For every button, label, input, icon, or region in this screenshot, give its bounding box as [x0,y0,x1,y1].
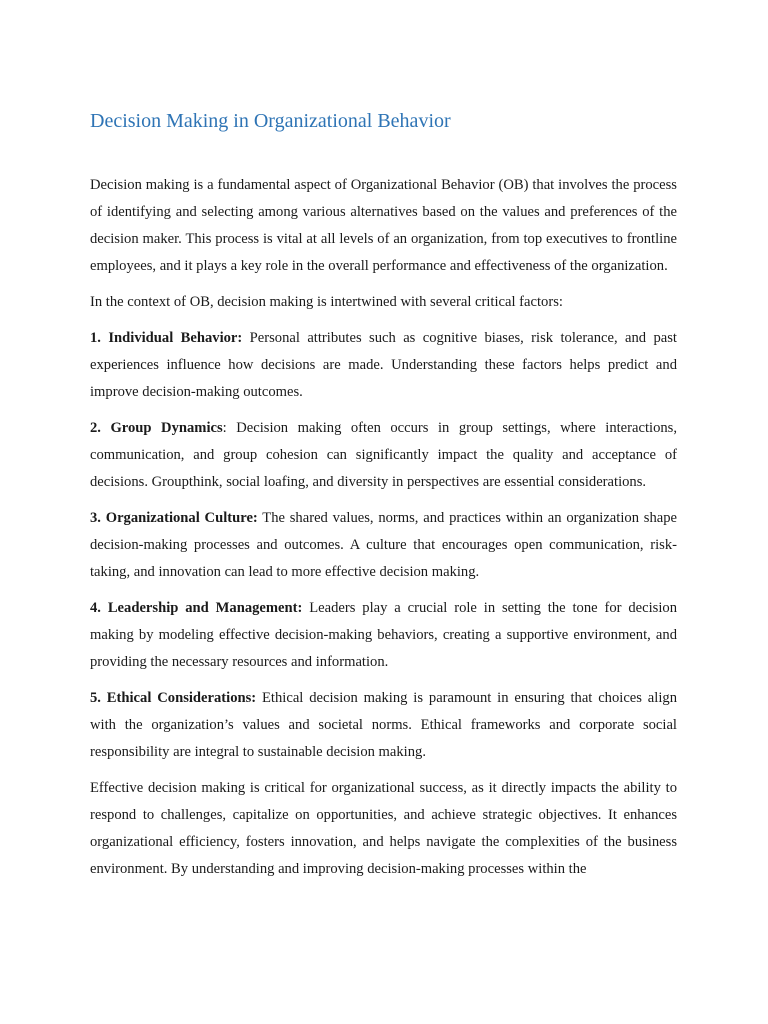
factor-ethical-considerations [90,685,677,766]
factor-text: Personal attributes such as cognitive biases, risk tolerance, and past experiences influence how decisions are made. Understanding these factors helps predict and improve decision-making outcomes. [90,330,677,400]
document-body [90,106,677,883]
context-paragraph: In the context of OB, decision making is intertwined with several critical factors: [90,294,563,310]
factor-leadership-management [90,595,677,676]
conclusion-paragraph: Effective decision making is critical for organizational success, as it directly impacts the ability to respond to challenges, capitalize on opportunities, and achieve strategic objectives. It enhances organizational efficiency, fosters innovation, and helps navigate the complexities of the business environment. By understanding and improving decision-making processes within the [90,780,677,877]
factor-text: Ethical decision making is paramount in ensuring that choices align with the organization’s values and societal norms. Ethical frameworks and corporate social responsibility are integral to sustainable decision making. [90,690,677,760]
factor-heading: 3. Organizational Culture: [90,510,258,526]
factor-heading: 1. Individual Behavior: [90,330,243,346]
document-title: Decision Making in Organizational Behavior [90,110,451,132]
factor-heading: 5. Ethical Considerations: [90,690,257,706]
factor-text: The shared values, norms, and practices within an organization shape decision-making processes and outcomes. A culture that encourages open communication, risk-taking, and innovation can lead to more effective decision making. [90,510,677,580]
factor-heading: 4. Leadership and Management: [90,600,303,616]
factor-organizational-culture [90,505,677,586]
factor-heading: 2. Group Dynamics [90,420,223,436]
factor-individual-behavior [90,325,677,406]
intro-paragraph: Decision making is a fundamental aspect of Organizational Behavior (OB) that involves the process of identifying and selecting among various alternatives based on the values and preferences of the decision maker. This process is vital at all levels of an organization, from top executives to frontline employees, and it plays a key role in the overall performance and effectiveness of the organization. [90,177,677,274]
factor-group-dynamics [90,415,677,496]
factor-text: Leaders play a crucial role in setting the tone for decision making by modeling effective decision-making behaviors, creating a supportive environment, and providing the necessary resources and information. [90,600,677,670]
factor-text: : Decision making often occurs in group settings, where interactions, communication, and group cohesion can significantly impact the quality and acceptance of decisions. Groupthink, social loafing, and diversity in perspectives are essential considerations. [90,420,677,490]
